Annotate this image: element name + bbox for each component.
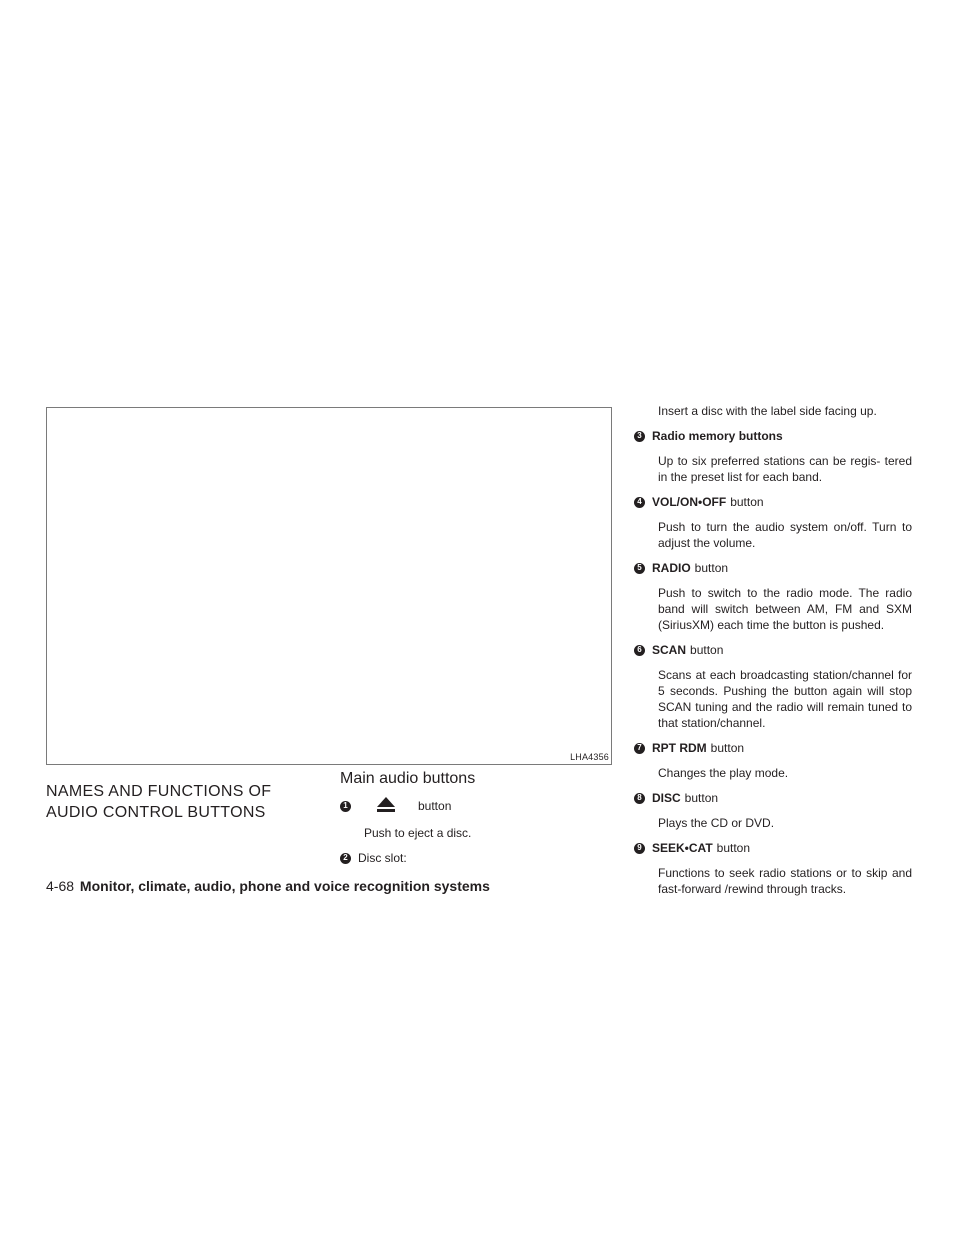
item-title: RADIO [652,561,691,575]
item-description: Plays the CD or DVD. [658,816,775,830]
item-description: Push to switch to the radio mode. The radio band will switch between AM, FM and SXM (SiriusXM) each time the button is pushed. [658,586,912,632]
list-item [340,796,610,841]
item-suffix: button [690,643,724,657]
column-3 [634,403,912,906]
item-number: 2 [340,853,351,864]
item-description: Changes the play mode. [658,766,789,780]
item-description: Push to eject a disc. [364,826,472,840]
item-title: RPT RDM [652,741,707,755]
item-suffix: button [418,799,452,813]
item-suffix: Disc slot: [358,851,407,865]
item-number: 8 [634,793,645,804]
list-item [634,740,912,781]
item-description: Scans at each broadcasting station/channel for 5 seconds. Pushing the button again will stop SCAN tuning and the radio will remain tuned to that station/channel. [658,668,912,730]
item-description: Insert a disc with the label side facing up. [658,404,877,418]
list-item [634,560,912,633]
column-2 [340,796,610,866]
item-number: 4 [634,497,645,508]
item-title: Radio memory buttons [652,429,783,443]
page-footer [46,877,490,895]
item-number: 3 [634,431,645,442]
item-suffix: button [730,495,764,509]
item-number: 5 [634,563,645,574]
item-suffix: button [694,561,729,575]
item-number: 7 [634,743,645,754]
list-item [634,428,912,485]
item-number: 9 [634,843,645,854]
list-item [634,642,912,731]
item-description: Push to turn the audio system on/off. Turn to adjust the volume. [658,520,912,550]
item-suffix: button [710,741,745,755]
eject-icon [376,796,396,816]
chapter-title: Monitor, climate, audio, phone and voice recognition systems [79,878,490,894]
figure-code: LHA4356 [570,752,609,762]
item-title: SEEK•CAT [652,841,713,855]
item-number: 1 [340,801,351,812]
item-title: SCAN [652,643,687,657]
item-title: VOL/ON•OFF [652,495,727,509]
page-number: 4-68 [46,878,75,894]
item-suffix: button [716,841,751,855]
list-item [340,850,610,866]
subsection-title: Main audio buttons [340,770,476,787]
item-number: 6 [634,645,645,656]
item-suffix: button [684,791,719,805]
section-title: NAMES AND FUNCTIONS OF AUDIO CONTROL BUTTONS [46,783,272,822]
item-title: DISC [652,791,681,805]
item-description: Functions to seek radio stations or to skip and fast-forward /rewind through tracks. [658,866,912,896]
list-item [634,494,912,551]
list-item [634,790,912,831]
figure-frame [46,407,612,765]
item-description: Up to six preferred stations can be regis- tered in the preset list for each band. [658,454,912,484]
list-item [634,840,912,897]
